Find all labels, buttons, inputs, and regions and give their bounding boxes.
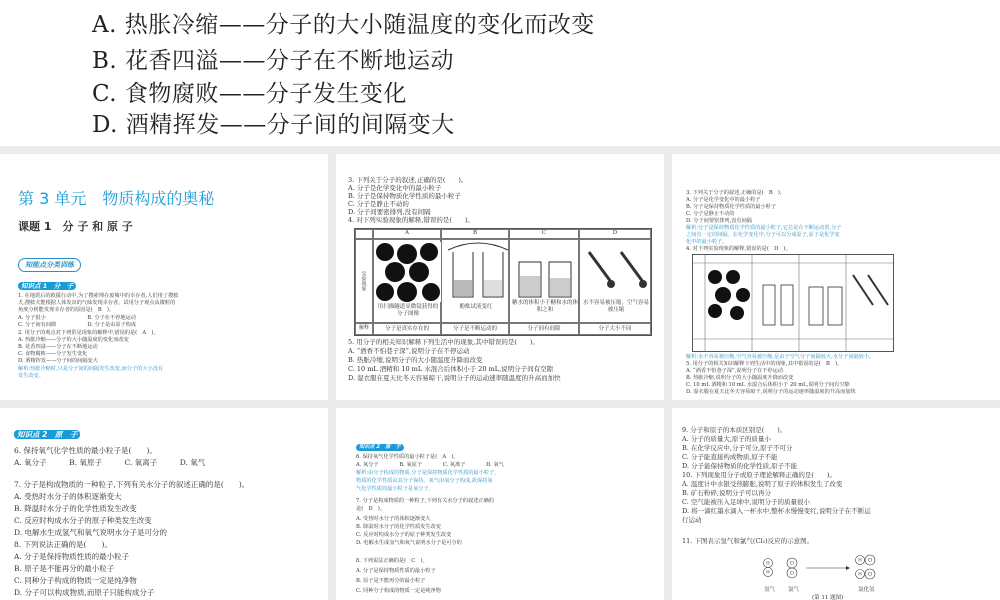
question-line: A. 温度计中水银受热膨胀,说明了原子的体积发生了改变 — [682, 480, 843, 488]
lesson-title: 课题 1 分 子 和 原 子 — [18, 220, 133, 233]
question-line: A. 分子是保持物质性质的最小粒子 — [14, 552, 130, 561]
text-line: B. 花香四溢——分子在不断地运动 — [18, 344, 98, 350]
question-line: 3. 下列关于分子的叙述,正确的是( B )。 — [686, 190, 786, 196]
slide-thumbnail-6[interactable] — [672, 408, 1000, 600]
image-cell-c — [509, 239, 579, 323]
question-line: A. 受热时水分子的体积逐渐变大 — [14, 492, 122, 501]
unit-title: 第 3 单元 物质构成的奥秘 — [18, 189, 215, 208]
question-line: 7. 分子是构成物质的一种粒子,下列有关水分子的叙述正确的是( )。 — [14, 480, 250, 489]
text-line: C. 食物腐败——分子发生变化 — [18, 351, 88, 357]
question-line: D. 湿衣服在夏天比冬天容易晾干,说明分子的运动速率随温度的升高而加快 — [686, 389, 856, 395]
question-line: B. 降温时水分子的化学性质发生改变 — [356, 524, 441, 530]
slide-thumbnail-4[interactable] — [0, 408, 328, 600]
explanation-cell: 分子间有间隙 — [509, 323, 579, 335]
beaker-image — [443, 242, 509, 302]
cylinder-image — [511, 242, 579, 302]
question-line: A. “酒香不怕巷子深”,说明分子在不停运动 — [348, 347, 470, 355]
table-head: C — [509, 229, 579, 239]
slide-thumbnail-3[interactable] — [672, 154, 1000, 400]
question-line: C. 分子是静止不动的 — [686, 211, 735, 217]
syringe-image — [581, 242, 651, 302]
question-line: A. 分子是化学变化中的最小粒子 — [348, 184, 442, 192]
atom-label: H — [858, 558, 862, 564]
question-line: 10. 下列现象用分子或原子理论解释正确的是( )。 — [682, 471, 836, 479]
question-line: 6. 保持氧气化学性质的最小粒子是( )。 — [14, 446, 157, 455]
question-line: 11. 下图表示氢气和氯气(Cl₂)反应的示意图。 — [682, 537, 814, 545]
analysis-note: 解析:分子是保持物质化学性质的最小粒子,它总是在不断运动着,分子 — [686, 225, 842, 231]
question-line: 是( D )。 — [356, 506, 385, 512]
section-badge: 知能点分类训练 — [18, 258, 81, 272]
analysis-note: 物质的化学性质由其分子保持。氧气由氧分子构成,故保持氧 — [356, 478, 493, 484]
question-line: B. 分子是保持物质化学性质的最小粒子 — [686, 204, 777, 210]
text-line: 角度分析能发现幸存者的原因是( B )。 — [18, 307, 115, 313]
question-line: D. 分子间要密排列,没有间隔 — [348, 208, 431, 216]
question-line: 行运动 — [682, 516, 702, 524]
experiment-images — [693, 255, 893, 351]
question-line: B. 热胀冷缩,说明分子的大小随温度升降而改变 — [348, 356, 483, 364]
explanation-cell: 分子大小不同 — [579, 323, 651, 335]
question-line: 3. 下列关于分子的叙述,正确的是( )。 — [348, 176, 468, 184]
question-line: B. 在化学反应中,分子可分,原子不可分 — [682, 444, 793, 452]
analysis-note: 解析:热胀冷缩时,只是分子间的间隔发生改变,而分子的大小没有 — [18, 366, 164, 372]
hcl-label: 氯化氢 — [858, 587, 875, 593]
question-line: 5. 用分子的相关知识解释下列生活中的现象,其中错误的是( B )。 — [686, 361, 843, 367]
question-line: B. 矿石粉碎,说明分子可以再分 — [682, 489, 771, 497]
question-line: C. 同种分子构成的物质一定是纯净物 — [14, 576, 137, 585]
question-line: 4. 对下列实验现象的解释,错误的是( )。 — [348, 216, 474, 224]
atom-label: Cl — [867, 558, 873, 564]
question-line: B. 降温时水分子的化学性质发生改变 — [14, 504, 137, 513]
option-b: B. 花香四溢——分子在不断地运动 — [92, 48, 455, 74]
question-line: A. 氧分子 B. 氧原子 C. 氧离子 D. 氧气 — [356, 462, 504, 468]
question-line: 8. 下列说法正确的是( )。 — [14, 540, 112, 549]
row-label: 解释 — [355, 323, 373, 335]
cell-caption: 水不容易被压缩，空气容易被压缩 — [582, 300, 649, 313]
question-line: D. 分子间要密排列,没有间隔 — [686, 218, 752, 224]
question-line: C. 空气能被压入足球中,说明分子的质量很小 — [682, 498, 810, 506]
top-slide — [0, 0, 1000, 146]
question-line: A. 分子的质量大,原子的质量小 — [682, 435, 771, 443]
text-line: C. 分子间有间隙 D. 分子是由原子构成 — [18, 322, 137, 328]
atom-label: H — [766, 570, 770, 576]
question-line: B. 分子是保持物质化学性质的最小粒子 — [348, 192, 461, 200]
question-line: C. 10 mL 酒精和 10 mL 水混合后体积小于 20 mL,说明分子间有空隙 — [348, 365, 554, 373]
analysis-note: 发生改变。 — [18, 373, 44, 379]
option-a: A. 热胀冷缩——分子的大小随温度的变化而改变 — [92, 12, 595, 38]
slide-thumbnail-5[interactable] — [336, 408, 664, 600]
question-line: A. “酒香不怕巷子深”,说明分子在不停运动 — [686, 368, 783, 374]
text-line: 犬,搜救犬能根据人体发出的气味发现幸存者。试用分子观点从微粒的 — [18, 300, 176, 306]
atom-label: H — [766, 561, 770, 567]
analysis-note: 之间有一定的间隔。在化学变化中,分子可以分成原子,原子是化学变 — [686, 232, 840, 238]
analysis-note: 解析:水不容易被压缩,空气容易被压缩,是由于空气分子间隔较大,水分子间隔较小。 — [686, 354, 875, 360]
image-cell-b — [441, 239, 509, 323]
cell-caption: 糖水的体积小于糖和水的体积之和 — [512, 300, 579, 313]
analysis-note: 解析:由分子构成的物质,分子是保持物质化学性质的最小粒子, — [356, 470, 496, 476]
cell-caption: 酚酞试液变红 — [459, 304, 493, 310]
explanation-cell: 分子是真实存在的 — [373, 323, 441, 335]
question-line: 4. 对下列实验现象的解释,错误的是( D )。 — [686, 246, 791, 252]
knowledge-point-2: 知识点 2 原 子 — [356, 444, 404, 451]
table-head: D — [579, 229, 651, 239]
knowledge-point-2: 知识点 2 原 子 — [14, 430, 80, 439]
atom-label: Cl — [867, 572, 873, 578]
slide-thumbnail-1[interactable] — [0, 154, 328, 400]
question-line: A. 分子是保持物质性质的最小粒子 — [356, 568, 436, 574]
hydrogen-label: 氢气 — [764, 587, 776, 593]
cell-caption: 用扫描隧道显微镜获得的分子图像 — [377, 304, 439, 317]
question-line: D. 分子能保持物质的化学性质,原子不能 — [682, 462, 798, 470]
table-head: A — [373, 229, 441, 239]
row-label: 实验现象 — [355, 239, 373, 323]
atom-label: Cl — [789, 561, 795, 567]
analysis-note: 化中的最小粒子。 — [686, 239, 728, 245]
question-line: C. 分子能直接构成物质,原子不能 — [682, 453, 778, 461]
knowledge-point-1: 知识点 1 分 子 — [18, 282, 76, 290]
question-line: A. 受热时水分子的体积逐渐变大 — [356, 516, 431, 522]
question-line: 8. 下列说法正确的是( C )。 — [356, 558, 428, 564]
experiment-table — [354, 228, 652, 336]
text-line: A. 分子很小 B. 分子在不停地运动 — [18, 315, 136, 321]
question-line: C. 反应时构成水分子的原子种类发生改变 — [14, 516, 152, 525]
question-line: B. 原子是不能再分的最小粒子 — [356, 578, 426, 584]
image-cell-d — [579, 239, 651, 323]
question-line: D. 将一滴红墨水滴入一杯水中,整杯水慢慢变红,说明分子在不断运 — [682, 507, 871, 515]
question-line: 7. 分子是构成物质的一种粒子,下列有关水分子的叙述正确的 — [356, 498, 494, 504]
text-line: 1. 在地震后的救援行动中,为了搜索埋在废墟中的幸存者,人们用了搜救 — [18, 293, 179, 299]
option-c: C. 食物腐败——分子发生变化 — [92, 81, 407, 107]
question-line: D. 电解水生成氢气和氧气说明水分子是可分的 — [356, 540, 462, 546]
option-d: D. 酒精挥发——分子间的间隔变大 — [92, 112, 455, 138]
question-line: D. 电解水生成氢气和氧气说明水分子是可分的 — [14, 528, 168, 537]
question-line: C. 分子是静止不动的 — [348, 200, 409, 208]
atom-label: Cl — [789, 571, 795, 577]
question-line: D. 分子可以构成物质,而原子只能构成分子 — [14, 588, 155, 597]
question-line: 5. 用分子的相关知识解释下列生活中的现象,其中错误的是( )。 — [348, 338, 539, 346]
analysis-note: 气化学性质的最小粒子是氧分子。 — [356, 486, 434, 492]
figure-caption: (第 11 题图) — [812, 595, 844, 600]
question-line: C. 10 mL 酒精和 10 mL 水混合后体积小于 20 mL,说明分子间有空隙 — [686, 382, 850, 388]
question-line: A. 分子是化学变化中的最小粒子 — [686, 197, 761, 203]
table-head: B — [441, 229, 509, 239]
atom-label: H — [858, 572, 862, 578]
text-line: D. 酒精挥发——分子间的间隔变大 — [18, 358, 98, 364]
reaction-diagram — [758, 551, 898, 587]
text-line: 2. 用分子的观点对下列常见现象的解释中,错误的是( A )。 — [18, 330, 159, 336]
molecule-image — [375, 242, 441, 302]
explanation-cell: 分子是不断运动的 — [441, 323, 509, 335]
question-line: B. 原子是不能再分的最小粒子 — [14, 564, 115, 573]
question-line: A. 氧分子 B. 氧原子 C. 氧离子 D. 氧气 — [14, 458, 206, 467]
question-line: C. 同种分子构成的物质一定是纯净物 — [356, 588, 441, 594]
experiment-table-small — [692, 254, 894, 352]
question-line: 9. 分子和原子的本质区别是( )。 — [682, 426, 787, 434]
text-line: A. 热胀冷缩——分子的大小随温度的变化而改变 — [18, 337, 129, 343]
slide-thumbnail-2[interactable] — [336, 154, 664, 400]
question-line: 6. 保持氧气化学性质的最小粒子是( A )。 — [356, 454, 459, 460]
question-line: C. 反应时构成水分子的原子种类发生改变 — [356, 532, 452, 538]
image-cell-a — [373, 239, 441, 323]
question-line: B. 热胀冷缩,说明分子的大小随温度升降而改变 — [686, 375, 794, 381]
chlorine-label: 氯气 — [788, 587, 800, 593]
question-line: D. 湿衣服在夏天比冬天容易晾干,说明分子的运动速率随温度的升高而加快 — [348, 374, 561, 382]
